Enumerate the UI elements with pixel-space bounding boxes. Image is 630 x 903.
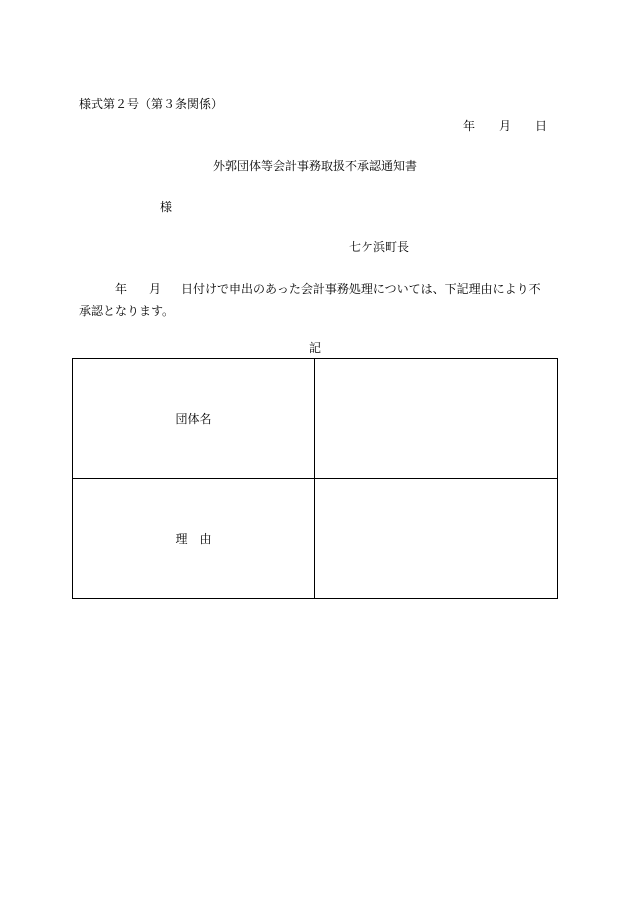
table-row (73, 359, 558, 479)
recipient-suffix: 様 (160, 200, 173, 214)
date-year: 年 (463, 119, 476, 133)
date-month: 月 (499, 119, 512, 133)
date-line (463, 118, 547, 134)
body-text: 日付けで申出のあった会計事務処理については、下記理由により不承認となります。 (79, 282, 541, 318)
table-row (73, 479, 558, 599)
detail-table (72, 358, 558, 599)
body-year: 年 (115, 282, 128, 296)
ki-heading: 記 (308, 341, 321, 355)
document-title: 外郭団体等会計事務取扱不承認通知書 (212, 159, 417, 173)
form-number: 様式第２号（第３条関係） (79, 97, 224, 111)
date-day: 日 (535, 119, 548, 133)
body-paragraph (79, 278, 551, 322)
organization-name-label: 団体名 (73, 359, 315, 479)
reason-field[interactable] (315, 479, 558, 599)
sender-name: 七ケ浜町長 (349, 240, 410, 254)
body-month: 月 (149, 282, 162, 296)
organization-name-field[interactable] (315, 359, 558, 479)
reason-label: 理 由 (73, 479, 315, 599)
